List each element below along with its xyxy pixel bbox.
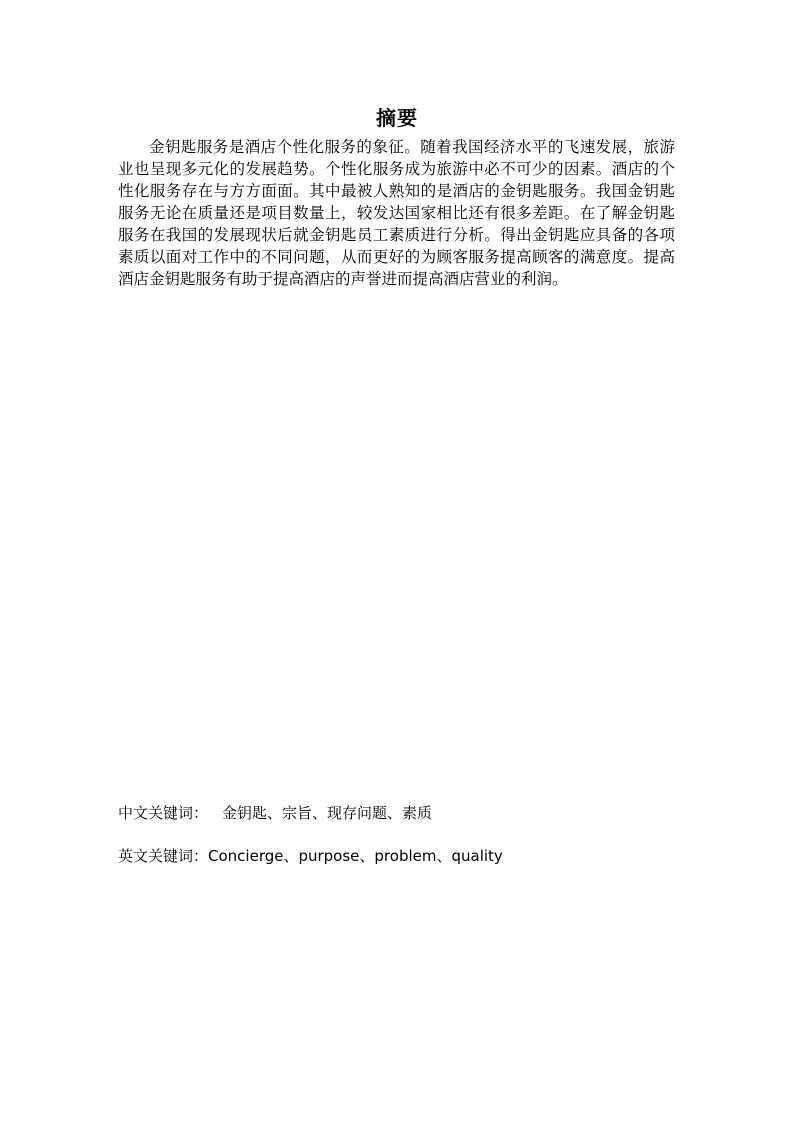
keywords-en (118, 845, 503, 867)
keywords-cn-value: 金钥匙、宗旨、现存问题、素质 (222, 804, 433, 822)
abstract-paragraph: 金钥匙服务是酒店个性化服务的象征。随着我国经济水平的飞速发展，旅游业也呈现多元化的发展趋势。个性化服务成为旅游中必不可少的因素。酒店的个性化服务存在与方方面面。其中最被人熟知的是酒店的金钥匙服务。我国金钥匙服务无论在质量还是项目数量上，较发达国家相比还有很多差距。在了解金钥匙服务在我国的发展现状后就金钥匙员工素质进行分析。得出金钥匙应具备的各项素质以面对工作中的不同问题，从而更好的为顾客服务提高顾客的满意度。提高酒店金钥匙服务有助于提高酒店的声誉进而提高酒店营业的利润。 (118, 138, 675, 288)
keywords-en-value: Concierge、purpose、problem、quality (208, 847, 503, 865)
keywords-en-label: 英文关键词： (118, 847, 209, 865)
keywords-cn (118, 802, 432, 824)
page-title: 摘要 (376, 106, 418, 130)
keywords-cn-label: 中文关键词： (118, 804, 209, 822)
